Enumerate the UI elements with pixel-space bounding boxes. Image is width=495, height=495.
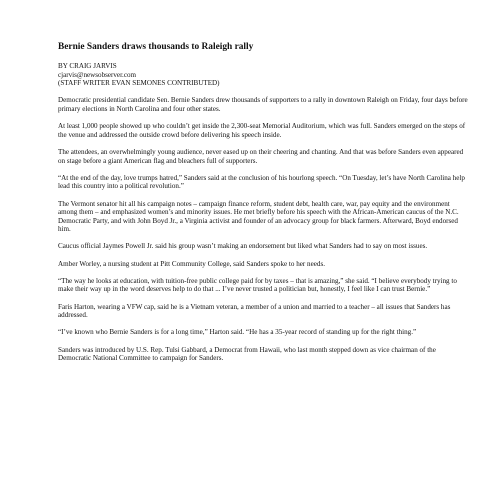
byline-contributor: (STAFF WRITER EVAN SEMONES CONTRIBUTED) <box>58 79 220 88</box>
article-paragraph-5: The Vermont senator hit all his campaign notes – campaign finance reform, student debt, health care, war, pay equity and the environment among them – and emphasized women’s and minority issues. He met briefly before his speech with the African-American caucus of the N.C. Democratic Party, and with John Boyd Jr., a Virginia activist and founder of an advocacy group for black farmers. Afterward, Boyd endorsed him. <box>58 199 459 234</box>
article-paragraph-2: At least 1,000 people showed up who couldn’t get inside the 2,300-seat Memorial Auditorium, which was full. Sanders emerged on the steps of the venue and addressed the outside crowd before delivering his speech inside. <box>58 122 466 139</box>
article-paragraph-8: “The way he looks at education, with tuition-free public college paid for by taxes – that is amazing,” she said. “I believe everybody trying to make their way up in the word deserves help to do that ... I’ve never trusted a politician but, honestly, I feel like I can trust Bernie.” <box>58 276 457 294</box>
article-paragraph-11: Sanders was introduced by U.S. Rep. Tulsi Gabbard, a Democrat from Hawaii, who last month stepped down as vice chairman of the Democratic National Committee to campaign for Sanders. <box>58 345 436 363</box>
article-paragraph-10: “I’ve known who Bernie Sanders is for a long time,” Harton said. “He has a 35-year record of standing up for the right thing.” <box>58 328 417 337</box>
article-paragraph-1: Democratic presidential candidate Sen. Bernie Sanders drew thousands of supporters to a rally in downtown Raleigh on Friday, four days before primary elections in North Carolina and four other states. <box>58 96 468 113</box>
article-paragraph-9: Faris Harton, wearing a VFW cap, said he is a Vietnam veteran, a member of a union and married to a teacher – all issues that Sanders has addressed. <box>58 302 451 320</box>
byline-author: BY CRAIG JARVIS <box>58 62 117 70</box>
article-byline <box>58 62 470 88</box>
article-page <box>58 42 470 371</box>
article-paragraph-4: “At the end of the day, love trumps hatred,” Sanders said at the conclusion of his hourlong speech. “On Tuesday, let’s have North Carolina help lead this country into a political revolution.” <box>58 173 465 191</box>
article-headline: Bernie Sanders draws thousands to Raleigh rally <box>58 42 254 52</box>
article-paragraph-6: Caucus official Jaymes Powell Jr. said his group wasn’t making an endorsement but liked what Sanders had to say on most issues. <box>58 242 428 251</box>
byline-email: cjarvis@newsobserver.com <box>58 70 137 79</box>
article-paragraph-7: Amber Worley, a nursing student at Pitt Community College, said Sanders spoke to her needs. <box>58 259 325 268</box>
article-paragraph-3: The attendees, an overwhelmingly young audience, never eased up on their cheering and chanting. And that was before Sanders even appeared on stage before a giant American flag and bleachers full of supporters. <box>58 147 464 165</box>
